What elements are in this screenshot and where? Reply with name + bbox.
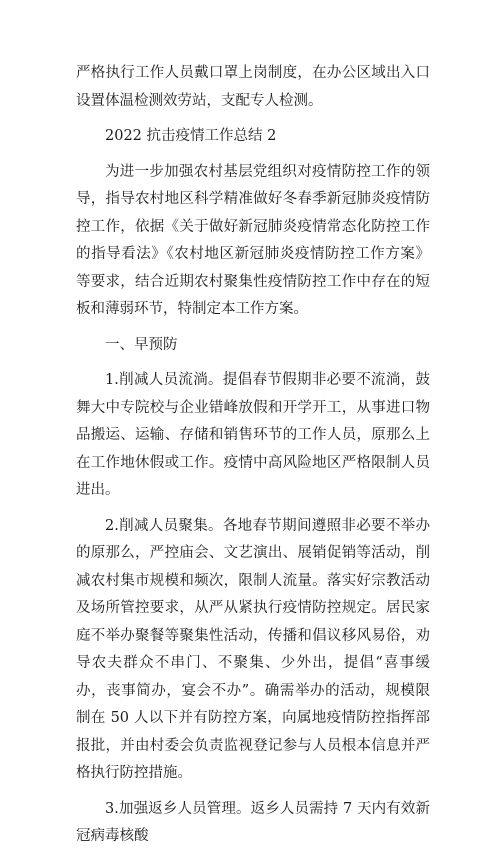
paragraph-item-1: 1.削减人员流淌。提倡春节假期非必要不流淌，鼓舞大中专院校与企业错峰放假和开学开工，从事进口物品搬运、运输、存储和销售环节的工作人员，原那么上在工作地休假或工作。疫情中高风险地区严格限制人员进出。 — [76, 372, 430, 498]
paragraph-item-2: 2.削减人员聚集。各地春节期间遵照非必要不举办的原那么，严控庙会、文艺演出、展销促销等活动，削减农村集市规模和频次，限制人流量。落实好宗教活动及场所管控要求，从严从紧执行疫情防控规定。居民家庭不举办聚餐等聚集性活动，传播和倡议移风易俗，劝导农夫群众不串门、不聚集、少外出，提倡“喜事缓办，丧事简办，宴会不办”。确需举办的活动，规模限制在 50 人以下并有防控方案，向属地疫情防控指挥部报批，并由村委会负责监视登记参与人员根本信息并严格执行防控措施。 — [76, 517, 430, 781]
section-heading: 一、早预防 — [105, 336, 178, 353]
paragraph-intro: 为进一步加强农村基层党组织对疫情防控工作的领导，指导农村地区科学精准做好冬春季新冠肺炎疫情防控工作，依据《关于做好新冠肺炎疫情常态化防控工作的指导看法》《农村地区新冠肺炎疫情防控工作方案》等要求，结合近期农村聚集性疫情防控工作中存在的短板和薄弱环节，特制定本工作方案。 — [76, 163, 430, 317]
document-page — [0, 60, 500, 844]
document-title: 2022 抗击疫情工作总结 2 — [105, 128, 277, 144]
paragraph-continued: 严格执行工作人员戴口罩上岗制度，在办公区域出入口设置体温检测效劳站，支配专人检测。 — [76, 65, 430, 109]
paragraph-item-3: 3.加强返乡人员管理。返乡人员需持 7 天内有效新冠病毒核酸 — [76, 800, 430, 844]
